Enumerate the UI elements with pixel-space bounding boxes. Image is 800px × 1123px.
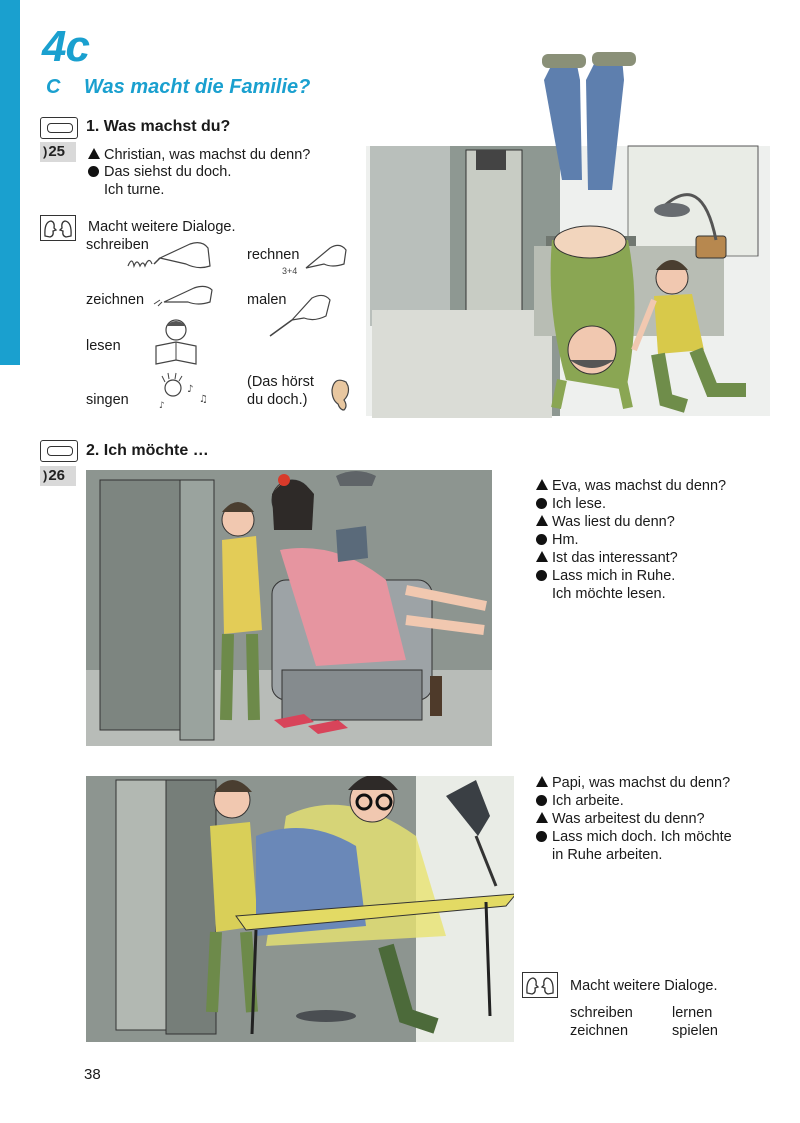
exercise1-prompt: Macht weitere Dialoge. [88, 219, 236, 235]
verb-zeichnen: zeichnen [86, 292, 145, 308]
dialog2a-line-3: Was liest du denn? [536, 513, 675, 531]
triangle-icon [536, 812, 548, 823]
dot-icon [536, 831, 547, 842]
dialog2b-line-1: Papi, was machst du denn? [536, 774, 730, 792]
dialog1-line-1: Christian, was machst du denn? [88, 146, 310, 164]
dialog1-line-2: Das siehst du doch. [88, 163, 231, 181]
dot-icon [88, 166, 99, 177]
verb-lesen: lesen [86, 338, 121, 354]
side-accent-bar [0, 0, 20, 365]
exercise1-title: 1. Was machst du? [86, 118, 231, 135]
track-badge-26: )26 [40, 466, 76, 486]
verb-singen: singen [86, 392, 129, 408]
svg-text:3+4: 3+4 [282, 266, 298, 276]
painting-hand-icon [264, 290, 336, 342]
dialog2a-line-4: Hm. [536, 531, 579, 549]
exercise2-prompt: Macht weitere Dialoge. [570, 978, 718, 994]
triangle-icon [88, 148, 100, 159]
triangle-icon [536, 776, 548, 787]
cassette-icon-2 [40, 440, 78, 462]
dot-icon [536, 570, 547, 581]
verb-note-2: du doch.) [247, 392, 308, 408]
triangle-icon [536, 515, 548, 526]
dot-icon [536, 534, 547, 545]
dialog2a-line-5: Ist das interessant? [536, 549, 678, 567]
svg-text:♪: ♪ [187, 384, 194, 395]
page-number: 38 [84, 1066, 101, 1083]
dot-icon [536, 795, 547, 806]
word-schreiben: schreiben [570, 1005, 633, 1021]
pair-work-icon-2 [522, 972, 558, 998]
svg-text:♫: ♫ [199, 394, 208, 405]
dialog2b-line-2: Ich arbeite. [536, 792, 624, 810]
dialog2a-line-2: Ich lese. [536, 495, 606, 513]
dialog2b-line-5: in Ruhe arbeiten. [552, 847, 663, 863]
cassette-icon [40, 117, 78, 139]
section-letter: C [46, 76, 61, 98]
dialog1-line-3: Ich turne. [104, 182, 165, 198]
writing-hand-icon [120, 236, 215, 278]
illustration-handstand [366, 50, 770, 420]
word-zeichnen: zeichnen [570, 1023, 629, 1039]
dialog2a-line-6: Lass mich in Ruhe. [536, 567, 675, 585]
word-spielen: spielen [672, 1023, 718, 1039]
verb-malen: malen [247, 292, 287, 308]
singing-icon [155, 372, 217, 412]
illustration-reading [86, 470, 492, 746]
ear-icon [326, 376, 352, 414]
dialog2b-line-4: Lass mich doch. Ich möchte [536, 828, 732, 846]
track-badge-25: )25 [40, 142, 76, 162]
reading-child-icon [152, 316, 200, 366]
word-lernen: lernen [672, 1005, 713, 1021]
svg-text:♪: ♪ [159, 401, 165, 411]
illustration-working [86, 776, 514, 1042]
verb-note-1: (Das hörst [247, 374, 314, 390]
calculating-hand-icon [280, 238, 350, 278]
dialog2b-line-3: Was arbeitest du denn? [536, 810, 705, 828]
dialog2a-line-1: Eva, was machst du denn? [536, 477, 726, 495]
dialog2a-line-7: Ich möchte lesen. [552, 586, 666, 602]
section-heading [46, 76, 310, 99]
unit-number: 4c [42, 22, 89, 71]
triangle-icon [536, 479, 548, 490]
triangle-icon [536, 551, 548, 562]
dot-icon [536, 498, 547, 509]
section-title: Was macht die Familie? [84, 76, 311, 98]
exercise2-title: 2. Ich möchte … [86, 442, 209, 459]
pair-work-icon [40, 215, 76, 241]
verb-rechnen: rechnen [247, 247, 300, 263]
drawing-hand-icon [150, 280, 220, 310]
verb-schreiben: schreiben [86, 237, 149, 253]
